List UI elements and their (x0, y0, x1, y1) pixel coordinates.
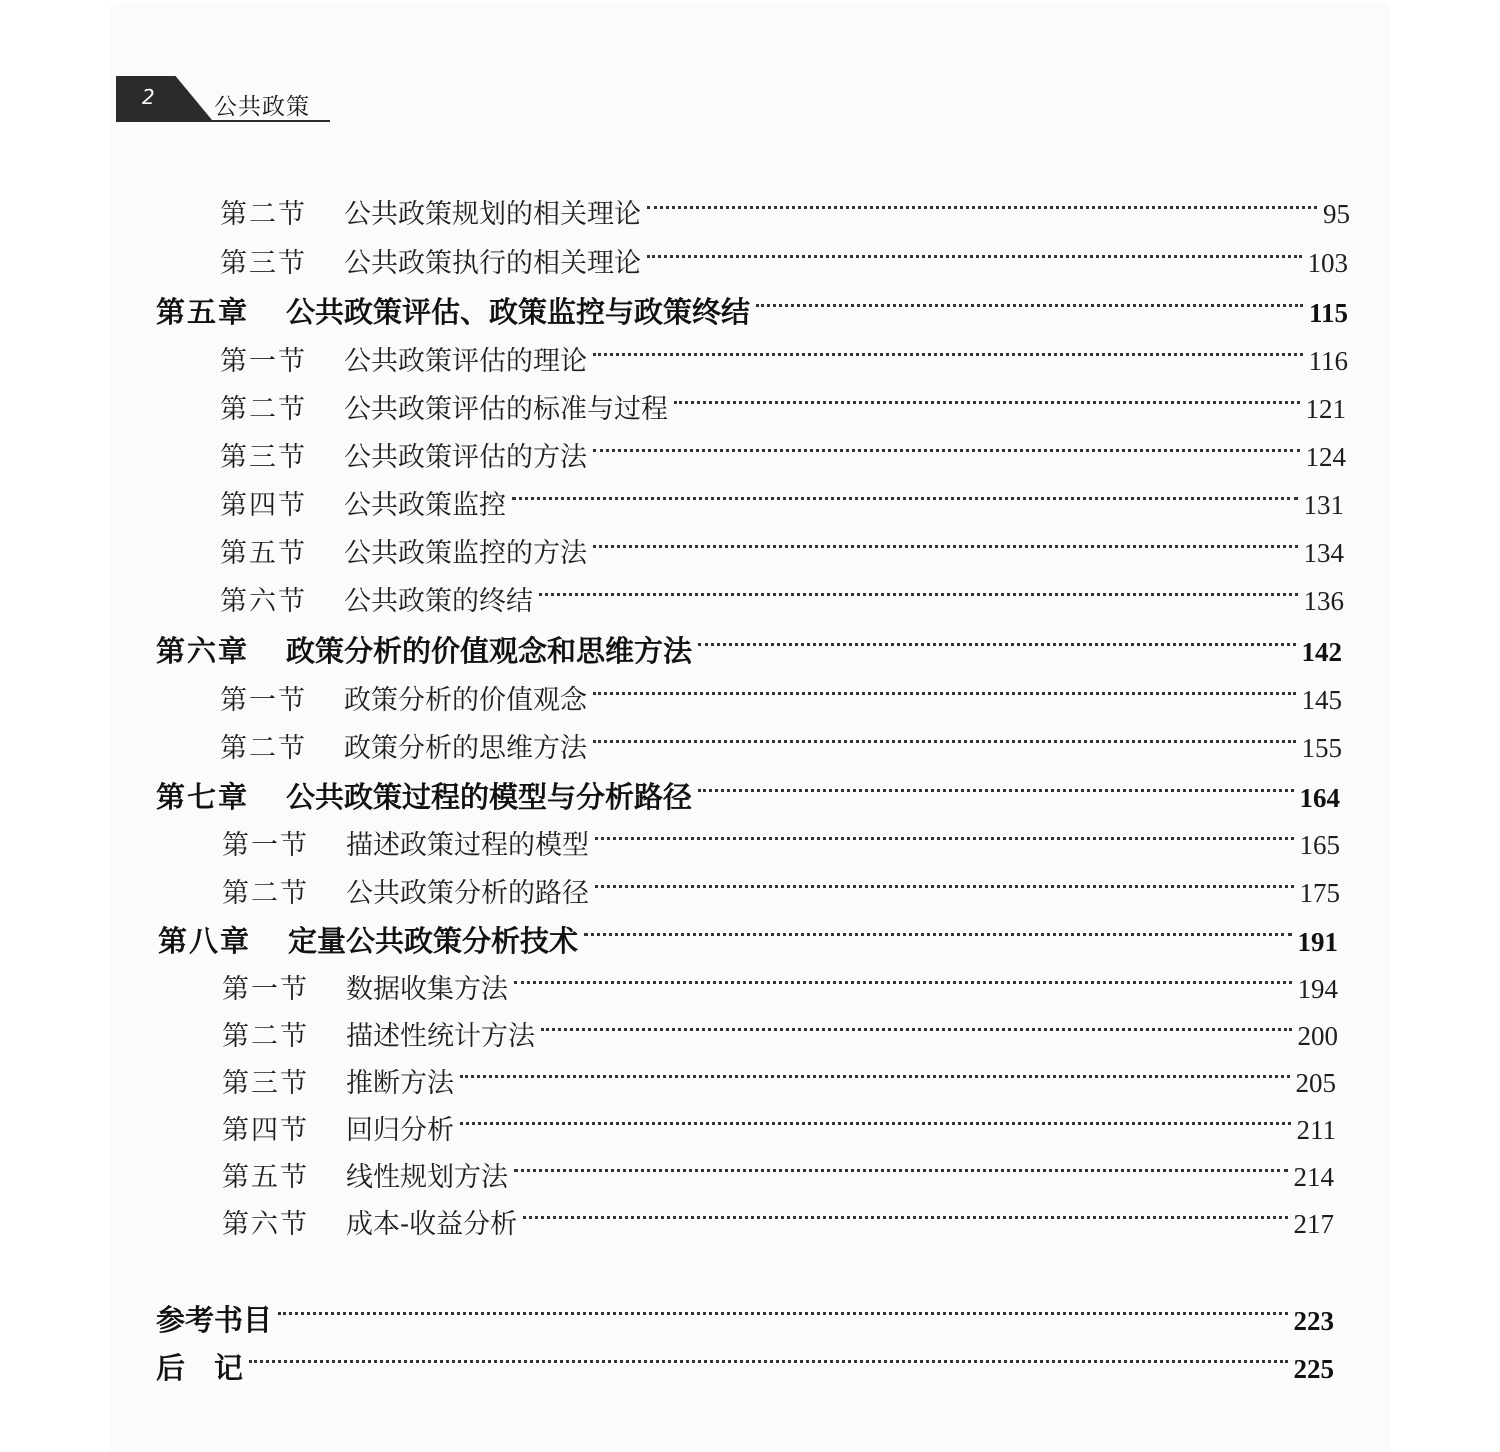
entry-number: 第八章 (158, 924, 252, 958)
entry-number: 第二节 (222, 878, 309, 909)
entry-number: 第一节 (220, 685, 307, 716)
entry-page: 121 (1305, 394, 1346, 424)
entry-number: 第七章 (156, 780, 250, 814)
toc-entry (220, 728, 1342, 768)
entry-page: 116 (1308, 346, 1348, 376)
entry-number: 第一节 (222, 974, 309, 1005)
entry-number: 第二节 (220, 733, 307, 764)
dot-leader (523, 1216, 1287, 1219)
dot-leader (647, 206, 1317, 209)
dot-leader (539, 593, 1298, 596)
entry-title: 公共政策评估、政策监控与政策终结 (286, 295, 751, 329)
entry-page: 175 (1299, 878, 1340, 908)
entry-number: 第二节 (220, 199, 307, 230)
entry-page: 145 (1301, 685, 1342, 715)
entry-number: 第六节 (222, 1209, 309, 1240)
entry-page: 95 (1323, 199, 1350, 229)
entry-page: 136 (1303, 586, 1344, 616)
entry-title: 公共政策监控 (344, 490, 506, 521)
entry-page: 223 (1293, 1306, 1334, 1336)
entry-title: 描述性统计方法 (346, 1021, 535, 1052)
toc-entry (220, 389, 1346, 429)
entry-number: 第三节 (220, 442, 307, 473)
entry-page: 164 (1299, 783, 1340, 813)
toc-entry-back-matter (156, 1300, 1334, 1340)
toc-entry (222, 1157, 1334, 1197)
dot-leader (460, 1075, 1290, 1078)
entry-title: 公共政策规划的相关理论 (344, 199, 641, 230)
dot-leader (593, 353, 1303, 356)
toc-entry (222, 969, 1338, 1009)
entry-title: 公共政策监控的方法 (344, 538, 587, 569)
entry-title: 公共政策执行的相关理论 (344, 248, 641, 279)
entry-title: 线性规划方法 (346, 1162, 508, 1193)
entry-page: 211 (1296, 1115, 1336, 1145)
entry-title: 公共政策评估的方法 (344, 442, 587, 473)
entry-page: 134 (1303, 538, 1344, 568)
toc-entry (222, 1204, 1334, 1244)
entry-title: 成本-收益分析 (346, 1209, 518, 1240)
dot-leader (584, 933, 1291, 936)
entry-page: 200 (1297, 1021, 1338, 1051)
entry-number: 第三节 (222, 1068, 309, 1099)
dot-leader (756, 304, 1303, 307)
dot-leader (514, 1169, 1288, 1172)
entry-page: 225 (1293, 1354, 1334, 1384)
entry-page: 131 (1303, 490, 1344, 520)
entry-title: 后 记 (156, 1351, 244, 1385)
toc-entry-back-matter (156, 1348, 1334, 1388)
dot-leader (278, 1312, 1287, 1315)
entry-number: 第六章 (156, 634, 250, 668)
entry-number: 第五节 (222, 1162, 309, 1193)
entry-page: 103 (1307, 248, 1348, 278)
entry-title: 公共政策评估的标准与过程 (344, 394, 668, 425)
entry-page: 194 (1297, 974, 1338, 1004)
toc-entry (220, 485, 1344, 525)
toc-entry (222, 873, 1340, 913)
entry-title: 定量公共政策分析技术 (288, 924, 579, 958)
entry-number: 第五章 (156, 295, 250, 329)
entry-number: 第二节 (220, 394, 307, 425)
dot-leader (698, 789, 1293, 792)
entry-number: 第一节 (220, 346, 307, 377)
dot-leader (593, 449, 1300, 452)
toc-entry (222, 825, 1340, 865)
dot-leader (595, 837, 1294, 840)
entry-number: 第一节 (222, 830, 309, 861)
dot-leader (541, 1028, 1292, 1031)
dot-leader (460, 1122, 1291, 1125)
entry-title: 公共政策过程的模型与分析路径 (286, 780, 693, 814)
toc-entry-chapter (156, 631, 1342, 671)
entry-number: 第四节 (220, 490, 307, 521)
toc-entry-chapter (156, 292, 1348, 332)
toc-entry (222, 1016, 1338, 1056)
entry-title: 描述政策过程的模型 (346, 830, 589, 861)
entry-page: 142 (1301, 637, 1342, 667)
entry-title: 公共政策的终结 (344, 586, 533, 617)
entry-page: 214 (1293, 1162, 1334, 1192)
page-number: 2 (142, 85, 155, 109)
entry-page: 155 (1301, 733, 1342, 763)
entry-title: 政策分析的思维方法 (344, 733, 587, 764)
book-title: 公共政策 (214, 94, 310, 120)
dot-leader (249, 1360, 1287, 1363)
dot-leader (514, 981, 1292, 984)
dot-leader (647, 255, 1302, 258)
entry-page: 124 (1305, 442, 1346, 472)
entry-page: 217 (1293, 1209, 1334, 1239)
entry-page: 165 (1299, 830, 1340, 860)
dot-leader (593, 692, 1296, 695)
toc-entry (222, 1063, 1336, 1103)
toc-entry (220, 533, 1344, 573)
entry-title: 公共政策评估的理论 (344, 346, 587, 377)
entry-title: 数据收集方法 (346, 974, 508, 1005)
entry-title: 公共政策分析的路径 (346, 878, 589, 909)
entry-page: 191 (1297, 927, 1338, 957)
toc-entry (220, 194, 1350, 234)
entry-number: 第四节 (222, 1115, 309, 1146)
toc-entry (220, 243, 1348, 283)
dot-leader (512, 497, 1298, 500)
entry-number: 第二节 (222, 1021, 309, 1052)
entry-page: 205 (1295, 1068, 1336, 1098)
dot-leader (698, 643, 1295, 646)
entry-title: 回归分析 (346, 1115, 454, 1146)
toc-entry-chapter (158, 921, 1338, 961)
entry-page: 115 (1308, 298, 1348, 328)
dot-leader (593, 545, 1298, 548)
dot-leader (593, 740, 1296, 743)
toc-entry (220, 680, 1342, 720)
entry-title: 推断方法 (346, 1068, 454, 1099)
entry-title: 政策分析的价值观念 (344, 685, 587, 716)
toc-entry (220, 341, 1348, 381)
entry-number: 第三节 (220, 248, 307, 279)
toc-entry-chapter (156, 777, 1340, 817)
dot-leader (595, 885, 1294, 888)
entry-number: 第五节 (220, 538, 307, 569)
entry-number: 第六节 (220, 586, 307, 617)
entry-title: 政策分析的价值观念和思维方法 (286, 634, 693, 668)
entry-title: 参考书目 (156, 1303, 273, 1337)
toc-entry (222, 1110, 1336, 1150)
dot-leader (674, 401, 1300, 404)
toc-entry (220, 581, 1344, 621)
toc-entry (220, 437, 1346, 477)
